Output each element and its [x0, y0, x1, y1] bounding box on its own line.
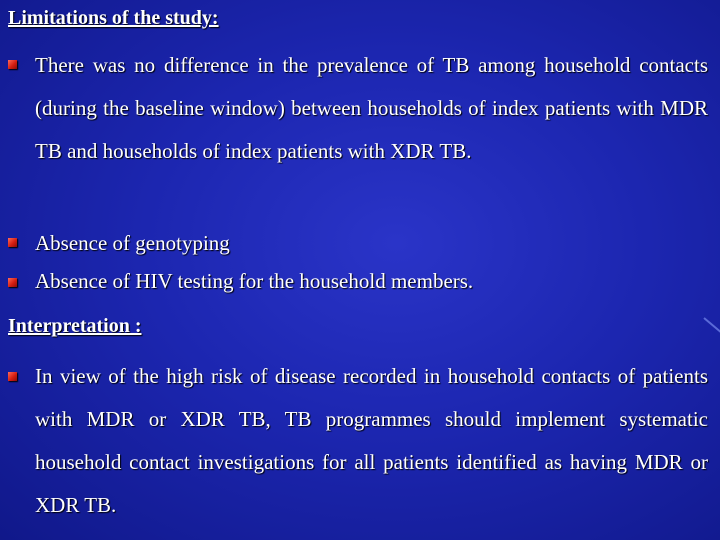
bullet-icon	[8, 238, 17, 247]
limitation-item-prevalence: There was no difference in the prevalence of TB among household contacts (during the baseline window) between households of index patients with MDR TB and households of index patients with XDR TB.	[35, 53, 708, 163]
decorative-line	[703, 317, 720, 333]
limitation-item-genotyping: Absence of genotyping	[35, 231, 230, 255]
interpretation-item: In view of the high risk of disease recorded in household contacts of patients with MDR or XDR TB, TB programmes should implement systematic household contact investigations for all patients identified as having MDR or XDR TB.	[35, 364, 708, 517]
limitation-item-hiv-testing: Absence of HIV testing for the household members.	[35, 269, 474, 293]
limitations-heading: Limitations of the study:	[8, 7, 219, 29]
bullet-icon	[8, 372, 17, 381]
bullet-icon	[8, 278, 17, 287]
interpretation-heading: Interpretation :	[8, 315, 142, 337]
bullet-icon	[8, 60, 17, 69]
